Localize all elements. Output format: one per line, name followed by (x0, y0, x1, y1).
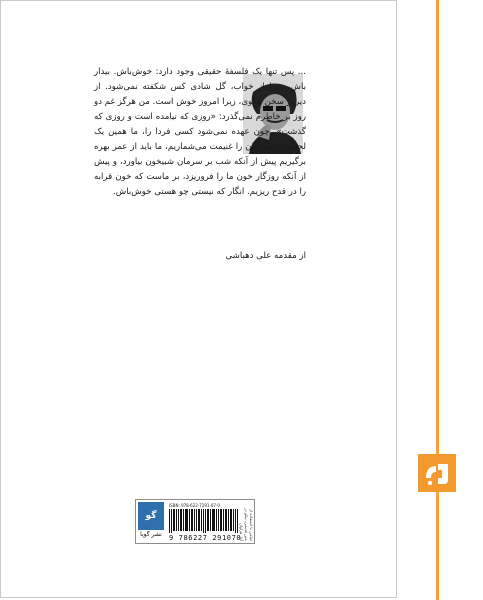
publisher-name: نشر گویا (140, 531, 162, 538)
publisher-mark-icon (418, 454, 456, 492)
publisher-corner-logo (418, 454, 456, 492)
spine-stripe (436, 0, 439, 600)
isbn-label: ISBN: 978-622-7291-07-0 (169, 503, 220, 508)
back-cover-text (94, 65, 306, 200)
publisher-logo: گو (138, 502, 164, 530)
barcode-bars-icon (169, 509, 239, 533)
barcode-vertical-text: خیامی با استفاده از متن قدیمی، نیکو در آثار فراوان (239, 508, 254, 541)
barcode-digits: 9 786227 291070 (169, 534, 242, 542)
quote-credit: از مقدمه علی دهباشی (225, 251, 306, 261)
quote-paragraph: ... پس تنها یک فلسفهٔ حقیقی وجود دارد: خوش‌باش. بیدار باش، زیرا از خواب، گل شادی کس شکفته نمی‌شود. از دیروز سخن مگوی، زیرا امروز خوش است. من هرگز غم دو روز بر خاطرم نمی‌گذرد: «روزی که نیامده است و روزی که گذشت». چون عهده نمی‌شود کسی فردا را، ما همین یک لحظه از عمرمان را غنیمت می‌شماریم، ما باید از عمر بهره برگیریم پیش از آنکه شب بر سرمان شبیخون بیاورد، و پیش از آنکه روزگار خون ما را فروریزد، بر ماست که خون قرابه را در قدح ریزیم. انگار که نیستی چو هستی خوش‌باش. (94, 67, 306, 197)
barcode-box (135, 499, 255, 544)
